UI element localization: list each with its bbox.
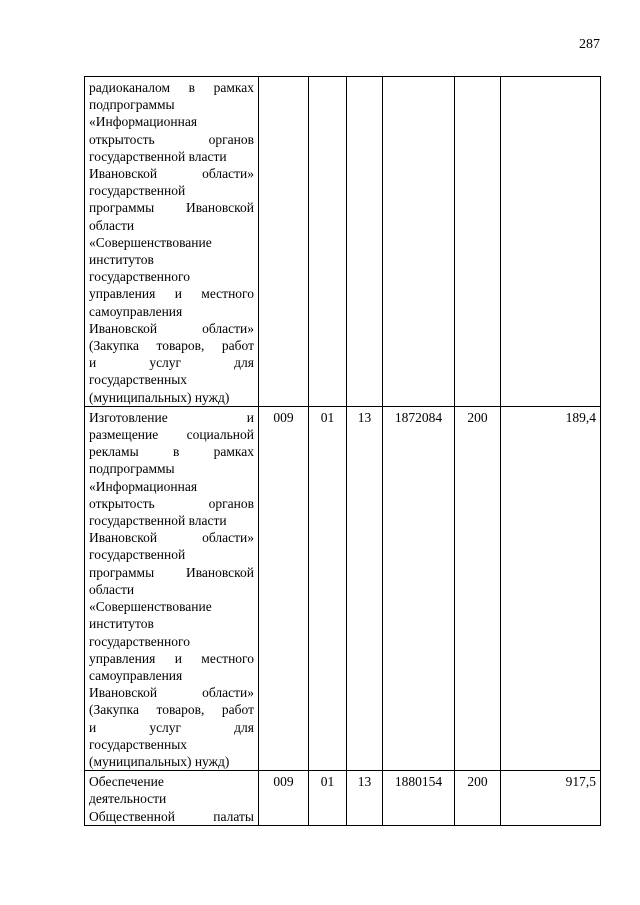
- description-line: деятельности: [89, 791, 167, 807]
- description-line: государственной власти: [89, 513, 227, 529]
- target-code-cell: 1880154: [383, 771, 455, 826]
- description-line: государственной: [89, 183, 186, 199]
- ministry-code-cell: 009: [259, 771, 309, 826]
- expense-type-cell: 200: [455, 771, 501, 826]
- description-line: самоуправления: [89, 667, 183, 683]
- description-line: Ивановской области»: [89, 320, 254, 336]
- description-line: размещение социальной: [89, 427, 254, 443]
- description-line: Ивановской области»: [89, 166, 254, 182]
- subsection-code-cell: 13: [347, 771, 383, 826]
- expense-type-cell: 200: [455, 406, 501, 770]
- description-line: (Закупка товаров, работ: [89, 702, 254, 718]
- description-line: Обеспечение: [89, 774, 164, 790]
- description-line: государственной: [89, 547, 186, 563]
- description-line: области: [89, 217, 135, 233]
- description-line: Изготовление и: [89, 409, 254, 425]
- section-code-cell: 01: [309, 771, 347, 826]
- description-line: государственных: [89, 372, 188, 388]
- description-line: «Информационная: [89, 478, 198, 494]
- page-number: 287: [579, 37, 600, 52]
- target-code-cell: [383, 77, 455, 407]
- description-line: радиоканалом в рамках: [89, 80, 254, 95]
- description-line: рекламы в рамках: [89, 444, 254, 460]
- description-line: программы Ивановской: [89, 200, 254, 216]
- subsection-code-cell: 13: [347, 406, 383, 770]
- description-line: Ивановской области»: [89, 530, 254, 546]
- description-line: (муниципальных) нужд): [89, 389, 230, 405]
- description-line: государственных: [89, 736, 188, 752]
- description-line: подпрограммы: [89, 97, 175, 113]
- description-line: институтов: [89, 252, 154, 268]
- description-line: государственного: [89, 633, 190, 649]
- description-line: государственного: [89, 269, 190, 285]
- description-line: области: [89, 581, 135, 597]
- description-cell: [85, 77, 259, 407]
- description-line: открытость органов: [89, 495, 254, 511]
- budget-table: [84, 76, 601, 826]
- description-cell: [85, 406, 259, 770]
- section-code-cell: 01: [309, 406, 347, 770]
- description-line: «Совершенствование: [89, 599, 212, 615]
- ministry-code-cell: [259, 77, 309, 407]
- description-line: государственной власти: [89, 148, 227, 164]
- target-code-cell: 1872084: [383, 406, 455, 770]
- description-line: институтов: [89, 616, 154, 632]
- description-line: самоуправления: [89, 303, 183, 319]
- description-line: (Закупка товаров, работ: [89, 338, 254, 354]
- amount-cell: [501, 77, 601, 407]
- description-line: управления и местного: [89, 286, 254, 302]
- description-line: и услуг для: [89, 719, 254, 735]
- description-line: «Информационная: [89, 114, 198, 130]
- amount-cell: 189,4: [501, 406, 601, 770]
- expense-type-cell: [455, 77, 501, 407]
- description-line: (муниципальных) нужд): [89, 753, 230, 769]
- description-line: программы Ивановской: [89, 564, 254, 580]
- table-row: [85, 77, 601, 407]
- description-line: Ивановской области»: [89, 685, 254, 701]
- table-row: [85, 771, 601, 826]
- table-row: [85, 406, 601, 770]
- description-line: управления и местного: [89, 650, 254, 666]
- description-line: Общественной палаты: [89, 808, 254, 824]
- description-line: и услуг для: [89, 355, 254, 371]
- description-line: «Совершенствование: [89, 234, 212, 250]
- description-line: открытость органов: [89, 131, 254, 147]
- amount-cell: 917,5: [501, 771, 601, 826]
- subsection-code-cell: [347, 77, 383, 407]
- description-cell: [85, 771, 259, 826]
- description-line: подпрограммы: [89, 461, 175, 477]
- section-code-cell: [309, 77, 347, 407]
- ministry-code-cell: 009: [259, 406, 309, 770]
